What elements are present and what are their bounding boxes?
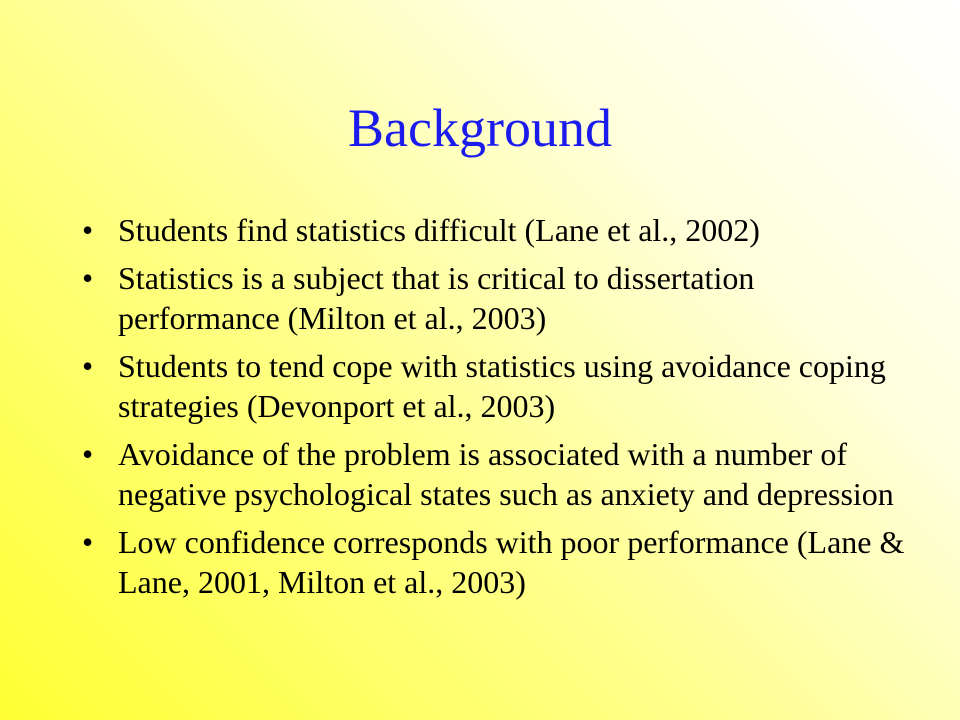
bullet-item: [80, 210, 920, 250]
bullet-item: [80, 258, 920, 338]
bullet-text: Avoidance of the problem is associated with a number of negative psychological states such as anxiety and depression: [118, 436, 894, 512]
bullet-list: [80, 210, 920, 610]
bullet-marker: •: [82, 212, 94, 248]
bullet-text: Students to tend cope with statistics using avoidance coping strategies (Devonport et al., 2003): [118, 348, 886, 424]
bullet-text: Statistics is a subject that is critical to dissertation performance (Milton et al., 2003): [118, 260, 755, 336]
slide-title: Background: [348, 98, 612, 158]
bullet-text: Low confidence corresponds with poor performance (Lane & Lane, 2001, Milton et al., 2003): [118, 524, 905, 600]
bullet-marker: •: [82, 436, 94, 472]
bullet-item: [80, 434, 920, 514]
bullet-item: [80, 346, 920, 426]
bullet-item: [80, 522, 920, 602]
bullet-marker: •: [82, 260, 94, 296]
bullet-marker: •: [82, 524, 94, 560]
bullet-marker: •: [82, 348, 94, 384]
bullet-text: Students find statistics difficult (Lane et al., 2002): [118, 212, 760, 248]
